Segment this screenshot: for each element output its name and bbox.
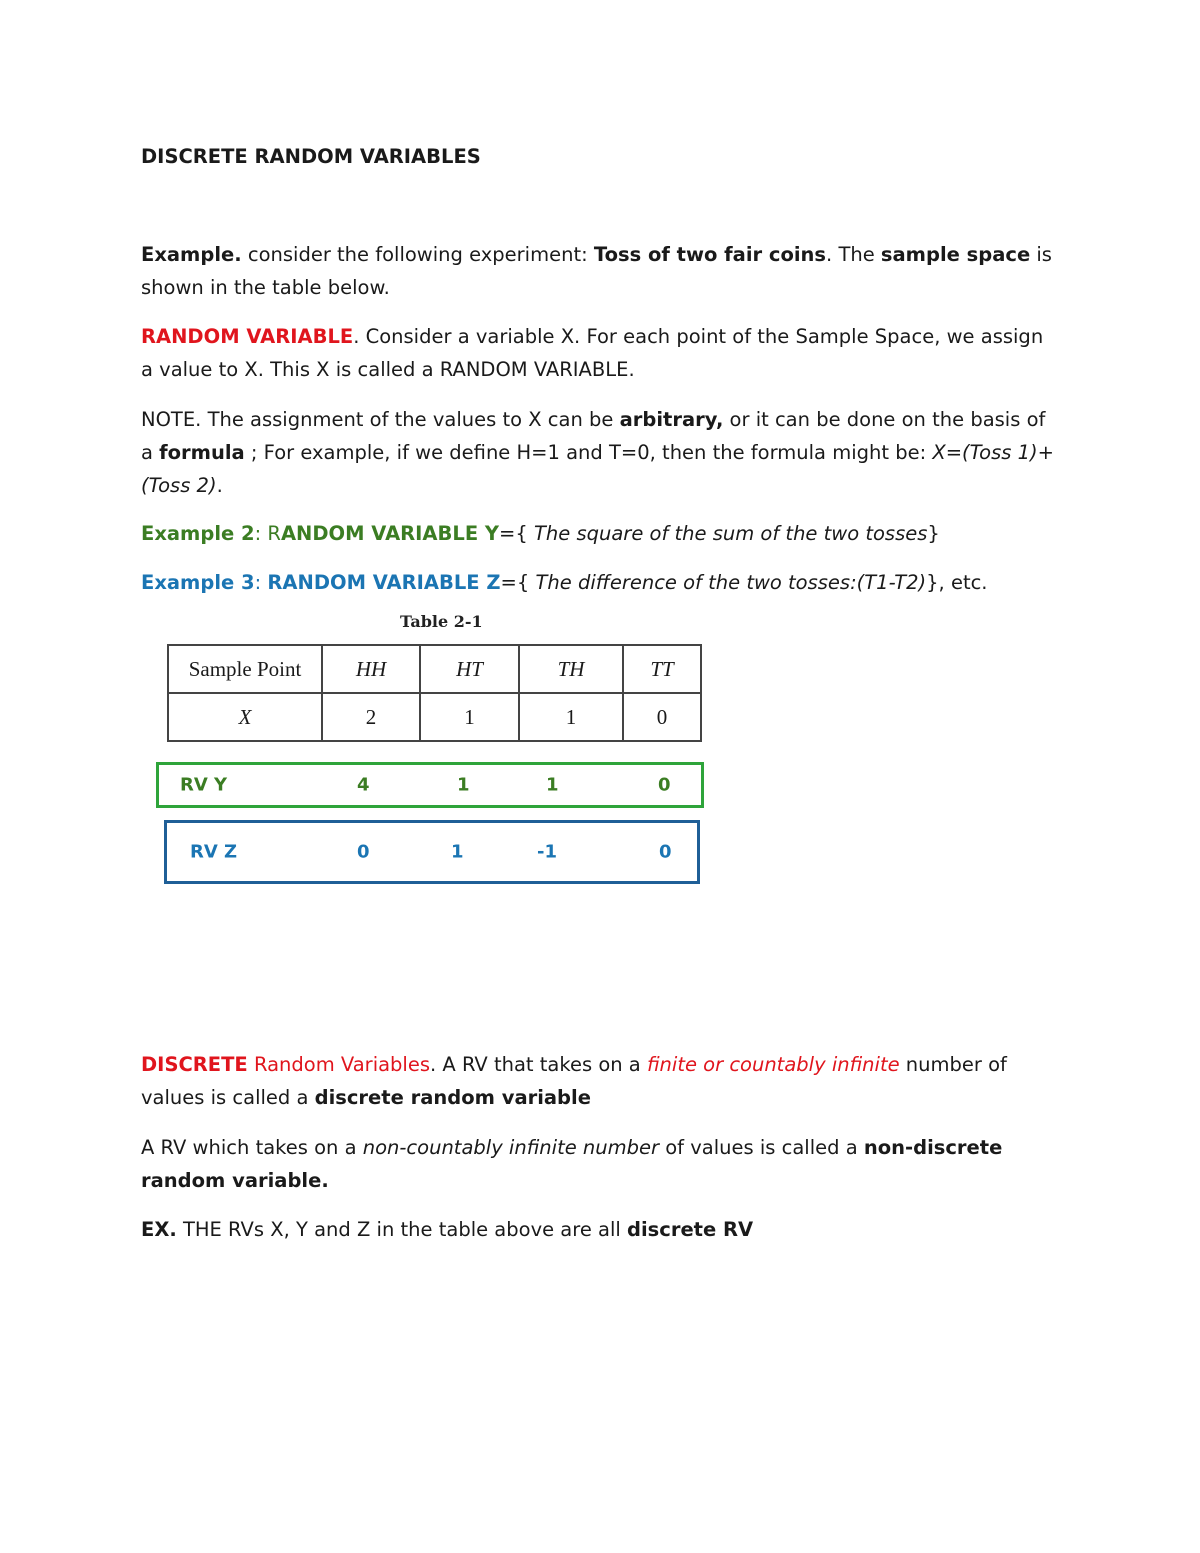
nondiscrete-italic: non-countably infinite number bbox=[362, 1136, 660, 1159]
note-bold-1: arbitrary, bbox=[619, 408, 724, 431]
table-header-cell: TH bbox=[519, 645, 623, 693]
example3-label: Example 3 bbox=[141, 571, 255, 594]
table-cell: 0 bbox=[623, 693, 701, 741]
note-text-2: or it can be done on the basis of a bbox=[141, 408, 1046, 464]
rv-y-box bbox=[156, 762, 704, 808]
note-bold-2: formula bbox=[159, 441, 245, 464]
table-row bbox=[168, 645, 701, 693]
example-paragraph bbox=[141, 238, 1056, 304]
example3-paragraph bbox=[141, 566, 1056, 599]
example-lead: Example. bbox=[141, 243, 242, 266]
example3-colon: : bbox=[254, 571, 268, 594]
note-text-4: . bbox=[216, 474, 223, 497]
table-cell: 1 bbox=[420, 693, 519, 741]
table-cell: 1 bbox=[519, 693, 623, 741]
example2-definition: The square of the sum of the two tosses bbox=[534, 522, 928, 545]
table-header-cell: Sample Point bbox=[168, 645, 322, 693]
example3-definition: The difference of the two tosses:(T1-T2) bbox=[535, 571, 927, 594]
rv-y-value: 1 bbox=[457, 774, 470, 796]
example-bold-2: sample space bbox=[880, 243, 1031, 266]
note-paragraph bbox=[141, 403, 1056, 502]
example2-rv: ANDOM VARIABLE Y bbox=[280, 522, 500, 545]
title-text: DISCRETE RANDOM VARIABLES bbox=[141, 145, 481, 168]
discrete-term-rest: Random Variables bbox=[247, 1053, 431, 1076]
ex-paragraph bbox=[141, 1213, 1056, 1246]
table-cell: 2 bbox=[322, 693, 420, 741]
example3-rv: RANDOM VARIABLE Z bbox=[267, 571, 501, 594]
example-text-1: consider the following experiment: bbox=[241, 243, 594, 266]
table-caption: Table 2-1 bbox=[400, 612, 483, 631]
rv-y-value: 4 bbox=[357, 774, 370, 796]
ex-text: THE RVs X, Y and Z in the table above are all bbox=[176, 1218, 628, 1241]
nondiscrete-paragraph bbox=[141, 1131, 1056, 1197]
note-formula: X=(Toss 1)+(Toss 2) bbox=[141, 441, 1054, 497]
ex-lead: EX. bbox=[141, 1218, 177, 1241]
note-text-1: NOTE. The assignment of the values to X can be bbox=[141, 408, 620, 431]
rv-z-box bbox=[164, 820, 700, 884]
discrete-text-1: . A RV that takes on a bbox=[430, 1053, 647, 1076]
table-header-cell: TT bbox=[623, 645, 701, 693]
example-text-2: . The bbox=[826, 243, 881, 266]
discrete-bold: discrete random variable bbox=[314, 1086, 591, 1109]
page-title bbox=[141, 140, 1056, 173]
rv-z-value: 0 bbox=[357, 841, 370, 863]
random-variable-paragraph bbox=[141, 320, 1056, 386]
example3-eq: ={ bbox=[500, 571, 536, 594]
sample-space-table bbox=[167, 644, 702, 742]
nondiscrete-bold: non-discrete random variable. bbox=[141, 1136, 1003, 1192]
example3-close: }, etc. bbox=[926, 571, 988, 594]
example2-paragraph bbox=[141, 517, 1056, 550]
rv-y-value: 0 bbox=[658, 774, 671, 796]
nondiscrete-text-1: A RV which takes on a bbox=[141, 1136, 363, 1159]
example2-colon: : R bbox=[254, 522, 281, 545]
rv-z-value: -1 bbox=[537, 841, 557, 863]
note-text-3: ; For example, if we define H=1 and T=0, then the formula might be: bbox=[244, 441, 933, 464]
rv-z-value: 0 bbox=[659, 841, 672, 863]
discrete-finite: finite or countably infinite bbox=[646, 1053, 900, 1076]
example-bold-1: Toss of two fair coins bbox=[593, 243, 827, 266]
discrete-paragraph bbox=[141, 1048, 1056, 1114]
random-variable-term: RANDOM VARIABLE bbox=[141, 325, 354, 348]
rv-z-label: RV Z bbox=[190, 841, 238, 863]
rv-y-value: 1 bbox=[546, 774, 559, 796]
random-variable-text: . Consider a variable X. For each point of the Sample Space, we assign a value to X. This X is called a RANDOM VARIABLE. bbox=[141, 325, 1044, 381]
example2-close: } bbox=[927, 522, 940, 545]
nondiscrete-text-2: of values is called a bbox=[659, 1136, 864, 1159]
discrete-text-2: number of values is called a bbox=[141, 1053, 1007, 1109]
table-cell: X bbox=[168, 693, 322, 741]
ex-bold: discrete RV bbox=[627, 1218, 754, 1241]
example2-eq: ={ bbox=[499, 522, 534, 545]
rv-y-label: RV Y bbox=[180, 774, 228, 796]
table-row bbox=[168, 693, 701, 741]
rv-z-value: 1 bbox=[451, 841, 464, 863]
table-header-cell: HT bbox=[420, 645, 519, 693]
example2-label: Example 2 bbox=[141, 522, 255, 545]
example-text-3: is shown in the table below. bbox=[141, 243, 1052, 299]
discrete-term: DISCRETE bbox=[141, 1053, 248, 1076]
table-header-cell: HH bbox=[322, 645, 420, 693]
